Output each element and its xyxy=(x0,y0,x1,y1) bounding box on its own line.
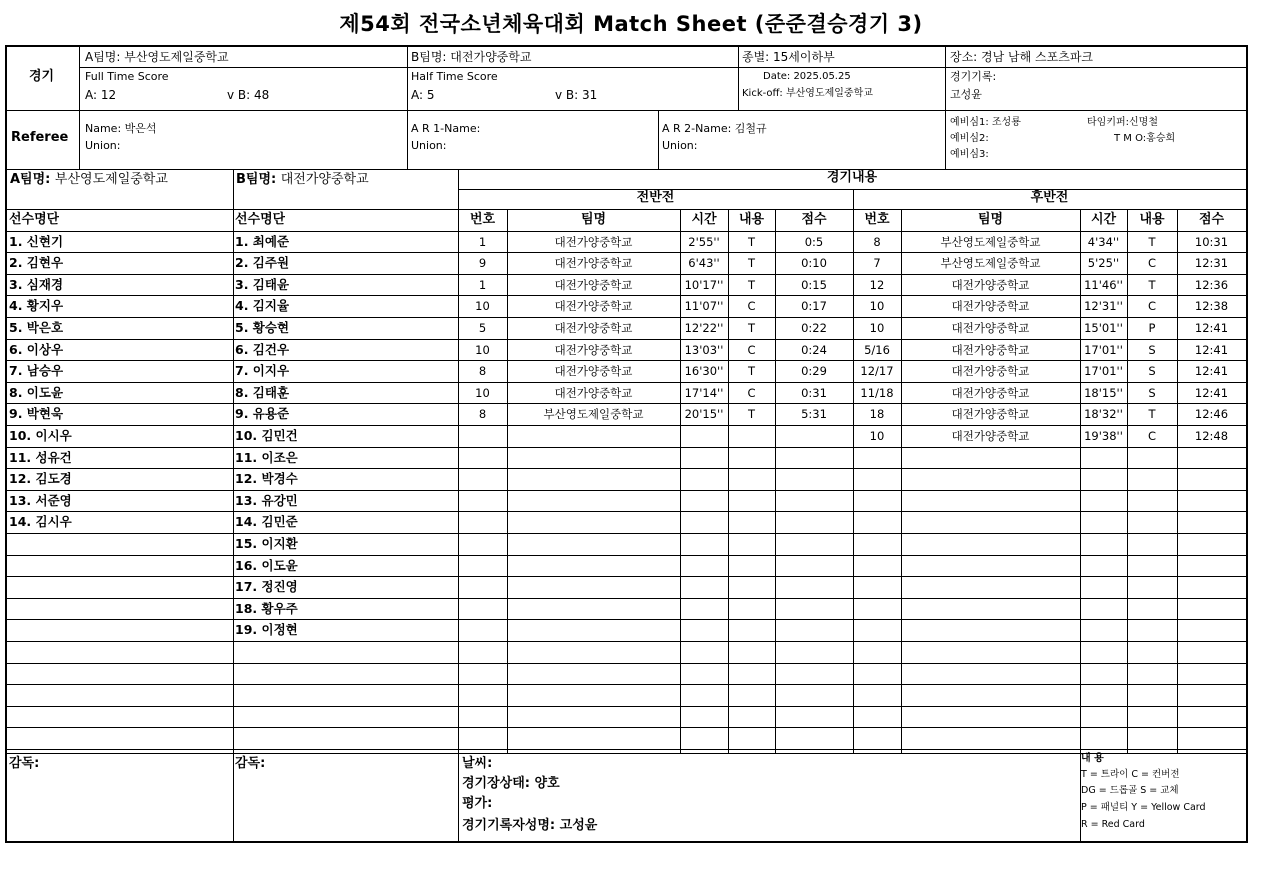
kickoff: Kick-off: 부산영도제일중학교 xyxy=(742,88,873,99)
legend-line: DG = 드롭골 S = 교체 xyxy=(1081,785,1179,796)
divider xyxy=(7,576,1246,577)
ar1-union: Union: xyxy=(411,139,447,152)
column-header: 점수 xyxy=(801,212,827,227)
first-half-cell: 17'14'' xyxy=(684,386,724,400)
recorder-footer: 경기기록자성명: 고성윤 xyxy=(462,818,598,833)
player-b: 4. 김지율 xyxy=(235,298,290,313)
player-b: 12. 박경수 xyxy=(235,471,298,486)
second-half-cell: 18 xyxy=(869,407,885,421)
divider xyxy=(7,110,1246,111)
first-half-cell: 10 xyxy=(475,386,490,400)
team-a-title xyxy=(10,173,168,187)
second-half-cell: 부산영도제일중학교 xyxy=(940,256,1041,270)
first-half-cell: 10 xyxy=(475,343,490,357)
first-half-cell: 0:24 xyxy=(801,343,827,357)
first-half-cell: 대전가양중학교 xyxy=(554,256,633,270)
second-half-cell: 부산영도제일중학교 xyxy=(940,235,1041,249)
second-half-cell: 대전가양중학교 xyxy=(951,299,1030,313)
second-half-cell: C xyxy=(1147,256,1157,270)
second-half-cell: 12:38 xyxy=(1194,299,1229,313)
second-half-cell: 19'38'' xyxy=(1084,429,1123,443)
second-half-cell: S xyxy=(1148,386,1156,400)
second-half-cell: 11/18 xyxy=(860,386,894,400)
coach-a: 감독: xyxy=(9,756,40,771)
team-b-label: B팀명: xyxy=(411,50,447,64)
player-b: 17. 정진영 xyxy=(235,579,298,594)
ar2-union: Union: xyxy=(662,139,698,152)
second-half-cell: 12:36 xyxy=(1194,278,1229,292)
first-half-cell: T xyxy=(747,256,756,270)
second-half-cell: T xyxy=(1148,235,1156,249)
player-a: 3. 심재경 xyxy=(9,277,64,292)
column-header: 내용 xyxy=(1139,212,1165,227)
second-half-cell: 11'46'' xyxy=(1084,278,1123,292)
second-half-cell: 10 xyxy=(869,299,885,313)
divider xyxy=(7,663,1246,664)
divider xyxy=(458,189,1246,190)
column-header: 팀명 xyxy=(580,212,607,227)
player-a: 14. 김시우 xyxy=(9,514,72,529)
first-half-cell: 대전가양중학교 xyxy=(554,386,633,400)
second-half-label: 후반전 xyxy=(1030,190,1069,205)
divider xyxy=(738,47,739,110)
divider xyxy=(79,67,1246,68)
match-sheet xyxy=(5,45,1248,843)
legend-line: T = 트라이 C = 컨버전 xyxy=(1081,769,1180,780)
second-half-cell: 12:41 xyxy=(1194,364,1229,378)
first-half-cell: 1 xyxy=(478,278,487,292)
player-a: 2. 김현우 xyxy=(9,255,64,270)
first-half-cell: 8 xyxy=(478,364,487,378)
recorder-name: 고성윤 xyxy=(950,88,982,101)
second-half-cell: 18'32'' xyxy=(1084,407,1123,421)
second-half-cell: 10 xyxy=(869,429,885,443)
player-a: 11. 성유건 xyxy=(9,450,72,465)
player-col-header: 선수명단 xyxy=(235,212,286,227)
player-a: 12. 김도경 xyxy=(9,471,72,486)
weather: 날씨: xyxy=(462,756,493,771)
sheet-title: 제54회 전국소년체육대회 Match Sheet (준준결승경기 3) xyxy=(339,12,923,36)
player-a: 10. 이시우 xyxy=(9,428,72,443)
first-half-cell: 0:31 xyxy=(801,386,827,400)
player-a: 5. 박은호 xyxy=(9,320,64,335)
first-half-cell: 13'03'' xyxy=(684,343,724,357)
full-time-label: Full Time Score xyxy=(85,70,169,83)
first-half-cell: 0:22 xyxy=(801,321,827,335)
first-half-cell: 대전가양중학교 xyxy=(554,299,633,313)
first-half-cell: 대전가양중학교 xyxy=(554,278,633,292)
first-half-cell: 부산영도제일중학교 xyxy=(543,407,644,421)
player-b: 16. 이도윤 xyxy=(235,558,298,573)
first-half-cell: 5 xyxy=(478,321,487,335)
second-half-cell: 12:31 xyxy=(1194,256,1229,270)
referee-label: Referee xyxy=(11,130,69,145)
team-b-header xyxy=(411,50,531,64)
divider xyxy=(945,47,946,169)
ar2-name: A R 2-Name: 김철규 xyxy=(662,122,767,135)
column-header: 팀명 xyxy=(977,212,1004,227)
team-a-name: 부산영도제일중학교 xyxy=(124,50,229,64)
player-b: 18. 황우주 xyxy=(235,601,298,616)
category: 종별: 15세이하부 xyxy=(742,50,835,64)
tmo: T M O:홍승희 xyxy=(1114,133,1176,144)
second-half-cell: 12:46 xyxy=(1194,407,1229,421)
first-half-cell: 6'43'' xyxy=(688,256,720,270)
first-half-cell: 16'30'' xyxy=(684,364,724,378)
half-time-b: v B: 31 xyxy=(555,88,598,102)
player-b: 5. 황승현 xyxy=(235,320,290,335)
second-half-cell: T xyxy=(1148,278,1156,292)
first-half-label: 전반전 xyxy=(636,190,675,205)
column-header: 점수 xyxy=(1198,212,1225,227)
first-half-cell: C xyxy=(747,343,756,357)
player-b: 14. 김민준 xyxy=(235,514,298,529)
second-half-cell: 5'25'' xyxy=(1087,256,1120,270)
team-a-header xyxy=(85,50,229,64)
first-half-cell: 0:10 xyxy=(801,256,827,270)
second-half-cell: 12/17 xyxy=(860,364,894,378)
divider xyxy=(7,753,1246,754)
player-b: 7. 이지우 xyxy=(235,363,290,378)
column-header: 번호 xyxy=(864,212,890,227)
divider xyxy=(7,727,1246,728)
second-half-cell: 12:48 xyxy=(1194,429,1229,443)
referee-union: Union: xyxy=(85,139,121,152)
recorder-label: 경기기록: xyxy=(950,70,997,83)
divider xyxy=(233,169,234,841)
first-half-cell: 0:15 xyxy=(801,278,827,292)
match-date: Date: 2025.05.25 xyxy=(763,71,851,82)
divider xyxy=(79,47,80,169)
full-time-a: A: 12 xyxy=(85,88,117,102)
team-a-label: A팀명: xyxy=(85,50,121,64)
reserve-1: 예비심1: 조성룡 xyxy=(950,117,1021,128)
second-half-cell: S xyxy=(1148,343,1156,357)
legend-line: R = Red Card xyxy=(1081,819,1145,830)
divider xyxy=(7,555,1246,556)
second-half-cell: 4'34'' xyxy=(1087,235,1120,249)
first-half-cell: C xyxy=(747,299,756,313)
half-time-a: A: 5 xyxy=(411,88,435,102)
first-half-cell: T xyxy=(747,278,756,292)
second-half-cell: 대전가양중학교 xyxy=(951,321,1030,335)
player-a: 7. 남승우 xyxy=(9,363,64,378)
divider xyxy=(7,749,1246,750)
player-col-header: 선수명단 xyxy=(9,212,60,227)
divider xyxy=(7,641,1246,642)
reserve-3: 예비심3: xyxy=(950,149,989,160)
team-a-name: 부산영도제일중학교 xyxy=(54,172,168,187)
first-half-cell: 20'15'' xyxy=(684,407,724,421)
player-b: 13. 유강민 xyxy=(235,493,298,508)
column-header: 시간 xyxy=(691,212,717,227)
player-a: 6. 이상우 xyxy=(9,342,64,357)
second-half-cell: 15'01'' xyxy=(1084,321,1123,335)
first-half-cell: T xyxy=(747,321,756,335)
full-time-b: v B: 48 xyxy=(227,88,270,102)
divider xyxy=(658,110,659,169)
team-a-label: A팀명: xyxy=(10,172,55,187)
venue: 장소: 경남 남해 스포츠파크 xyxy=(950,50,1093,64)
first-half-cell: 대전가양중학교 xyxy=(554,235,633,249)
second-half-cell: 대전가양중학교 xyxy=(951,364,1030,378)
player-a: 8. 이도윤 xyxy=(9,385,64,400)
player-b: 2. 김주원 xyxy=(235,255,290,270)
reserve-2: 예비심2: xyxy=(950,133,989,144)
first-half-cell: 0:5 xyxy=(804,235,824,249)
player-a: 1. 신현기 xyxy=(9,234,64,249)
divider xyxy=(7,706,1246,707)
second-half-cell: S xyxy=(1148,364,1156,378)
player-b: 19. 이정현 xyxy=(235,622,298,637)
divider xyxy=(7,684,1246,685)
first-half-cell: 8 xyxy=(478,407,487,421)
player-b: 6. 김건우 xyxy=(235,342,290,357)
second-half-cell: 대전가양중학교 xyxy=(951,429,1030,443)
second-half-cell: 12:41 xyxy=(1194,343,1229,357)
second-half-cell: P xyxy=(1148,321,1156,335)
divider xyxy=(407,47,408,169)
second-half-cell: 12:41 xyxy=(1194,386,1229,400)
second-half-cell: C xyxy=(1147,429,1157,443)
first-half-cell: 2'55'' xyxy=(688,235,720,249)
first-half-cell: 10'17'' xyxy=(684,278,724,292)
player-a: 9. 박현욱 xyxy=(9,406,64,421)
divider xyxy=(7,468,1246,469)
player-b: 1. 최예준 xyxy=(235,234,290,249)
team-b-name: 대전가양중학교 xyxy=(450,50,532,64)
first-half-cell: 0:17 xyxy=(801,299,827,313)
player-a: 13. 서준영 xyxy=(9,493,72,508)
second-half-cell: 대전가양중학교 xyxy=(951,386,1030,400)
column-header: 번호 xyxy=(469,212,496,227)
team-b-name: 대전가양중학교 xyxy=(280,172,369,187)
second-half-cell: C xyxy=(1147,299,1157,313)
column-header: 시간 xyxy=(1090,212,1117,227)
player-b: 3. 김태윤 xyxy=(235,277,290,292)
first-half-cell: 대전가양중학교 xyxy=(554,343,633,357)
game-label: 경기 xyxy=(29,69,55,84)
coach-b: 감독: xyxy=(235,756,266,771)
second-half-cell: 12 xyxy=(869,278,885,292)
half-time-label: Half Time Score xyxy=(411,70,498,83)
second-half-cell: 17'01'' xyxy=(1084,364,1123,378)
divider xyxy=(7,598,1246,599)
divider xyxy=(7,169,1246,170)
second-half-cell: T xyxy=(1148,407,1156,421)
second-half-cell: 8 xyxy=(873,235,881,249)
player-b: 8. 김태훈 xyxy=(235,385,290,400)
second-half-cell: 5/16 xyxy=(864,343,890,357)
team-b-title xyxy=(236,173,369,187)
player-b: 15. 이지환 xyxy=(235,536,298,551)
ground-condition: 경기장상태: 양호 xyxy=(462,776,560,791)
team-b-label: B팀명: xyxy=(236,172,281,187)
second-half-cell: 18'15'' xyxy=(1084,386,1123,400)
first-half-cell: 대전가양중학교 xyxy=(554,364,633,378)
first-half-cell: 10 xyxy=(475,299,490,313)
first-half-cell: 대전가양중학교 xyxy=(554,321,633,335)
first-half-cell: T xyxy=(747,407,756,421)
first-half-cell: C xyxy=(747,386,756,400)
second-half-cell: 12'31'' xyxy=(1084,299,1123,313)
player-b: 10. 김민건 xyxy=(235,428,298,443)
second-half-cell: 12:41 xyxy=(1194,321,1229,335)
evaluation: 평가: xyxy=(462,796,493,811)
first-half-cell: 12'22'' xyxy=(684,321,724,335)
player-a: 4. 황지우 xyxy=(9,298,64,313)
first-half-cell: 1 xyxy=(478,235,487,249)
legend-line: P = 패널티 Y = Yellow Card xyxy=(1081,802,1206,813)
first-half-cell: 11'07'' xyxy=(684,299,724,313)
referee-name: Name: 박은석 xyxy=(85,122,157,135)
second-half-cell: 17'01'' xyxy=(1084,343,1123,357)
second-half-cell: 대전가양중학교 xyxy=(951,407,1030,421)
second-half-cell: 10 xyxy=(869,321,885,335)
first-half-cell: 9 xyxy=(478,256,487,270)
player-b: 11. 이조은 xyxy=(235,450,298,465)
column-header: 내용 xyxy=(738,212,765,227)
second-half-cell: 10:31 xyxy=(1194,235,1229,249)
divider xyxy=(7,533,1246,534)
divider xyxy=(7,490,1246,491)
timekeeper: 타임키퍼:신명철 xyxy=(1087,117,1158,128)
first-half-cell: 5:31 xyxy=(801,407,827,421)
second-half-cell: 대전가양중학교 xyxy=(951,278,1030,292)
match-content-label: 경기내용 xyxy=(826,170,878,185)
divider xyxy=(7,619,1246,620)
divider xyxy=(7,511,1246,512)
divider xyxy=(7,447,1246,448)
first-half-cell: T xyxy=(747,235,756,249)
first-half-cell: T xyxy=(747,364,756,378)
second-half-cell: 대전가양중학교 xyxy=(951,343,1030,357)
first-half-cell: 0:29 xyxy=(801,364,827,378)
legend-title: 내 용 xyxy=(1081,753,1104,764)
ar1-name: A R 1-Name: xyxy=(411,122,481,135)
player-b: 9. 유용준 xyxy=(235,406,290,421)
second-half-cell: 7 xyxy=(873,256,881,270)
